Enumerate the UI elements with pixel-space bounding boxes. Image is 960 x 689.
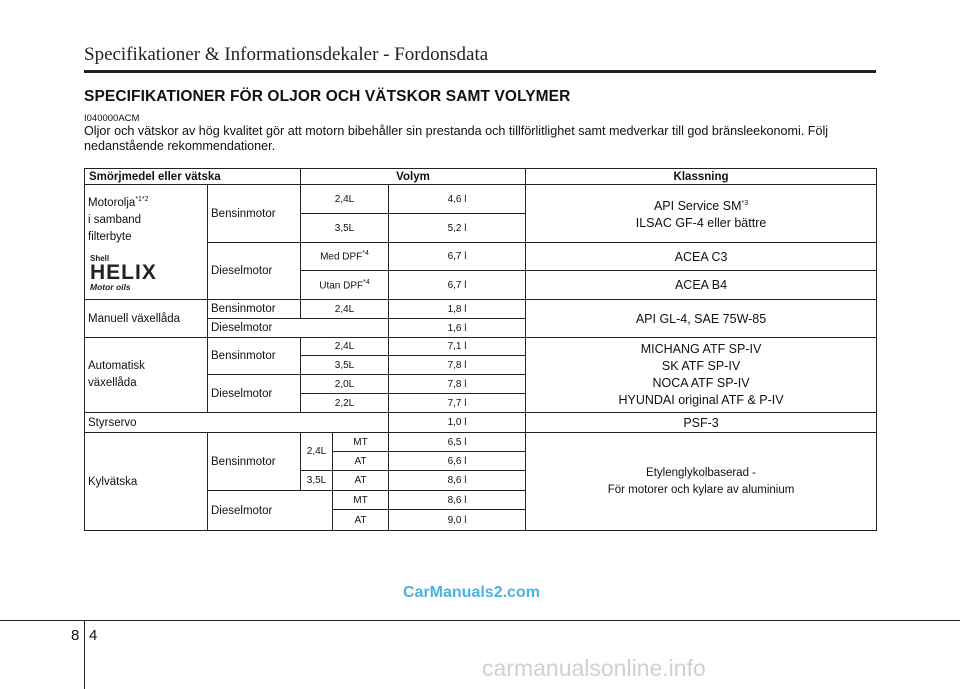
- motor-oil-r2-vol: 5,2 l: [389, 214, 526, 243]
- shell-helix-logo: [88, 252, 178, 292]
- header-class: Klassning: [526, 169, 877, 185]
- motor-oil-r1-vol: 4,6 l: [389, 185, 526, 214]
- coolant-r3-vol: 8,6 l: [389, 471, 526, 491]
- motor-oil-label-2: i samband: [88, 213, 142, 226]
- motor-oil-class-nodpf: ACEA B4: [526, 271, 877, 300]
- automatic-r2-vol: 7,8 l: [389, 356, 526, 375]
- footer-divider: [84, 620, 85, 689]
- motor-oil-r4-spec-cell: [301, 271, 389, 300]
- header-volume: Volym: [301, 169, 526, 185]
- fluid-spec-table: [84, 168, 877, 531]
- automatic-label-2: växellåda: [88, 377, 137, 389]
- automatic-r4-spec: 2,2L: [301, 394, 389, 413]
- manual-r1-spec: 2,4L: [301, 300, 389, 319]
- motor-oil-class-dpf: ACEA C3: [526, 243, 877, 271]
- page-number: 4: [89, 627, 98, 644]
- page-section-number: 8: [71, 627, 80, 644]
- coolant-r2-vol: 6,6 l: [389, 452, 526, 471]
- coolant-r5-vol: 9,0 l: [389, 510, 526, 531]
- logo-brand: Shell: [90, 253, 110, 263]
- watermark-link[interactable]: CarManuals2.com: [403, 584, 540, 601]
- motor-oil-r2-spec: 3,5L: [301, 214, 389, 243]
- manual-label: Manuell växellåda: [85, 300, 208, 338]
- automatic-class-4: HYUNDAI original ATF & P-IV: [618, 393, 784, 407]
- motor-oil-r3-vol: 6,7 l: [389, 243, 526, 271]
- motor-oil-class-petrol-cell: [526, 185, 877, 243]
- motor-oil-r4-sup: *4: [363, 278, 370, 286]
- motor-oil-label-3: filterbyte: [88, 230, 132, 243]
- automatic-r1-vol: 7,1 l: [389, 338, 526, 356]
- motor-oil-sup: *1*2: [135, 196, 149, 203]
- motor-oil-r1-spec: 2,4L: [301, 185, 389, 214]
- table-header-row: [85, 169, 877, 185]
- automatic-r3-spec: 2,0L: [301, 375, 389, 394]
- coolant-r2-tr: AT: [333, 452, 389, 471]
- motor-oil-class-petrol-1: API Service SM: [653, 199, 742, 214]
- manual-r1-vol: 1,8 l: [389, 300, 526, 319]
- motor-oil-label-cell: [85, 185, 208, 300]
- motor-oil-r3-spec: Med DPF: [320, 251, 363, 263]
- coolant-class-1: Etylenglykolbaserad -: [646, 466, 756, 479]
- section-title: SPECIFIKATIONER FÖR OLJOR OCH VÄTSKOR SAMT VOLYMER: [84, 88, 571, 105]
- logo-name: HELIX: [90, 260, 157, 284]
- automatic-class-1: MICHANG ATF SP-IV: [640, 342, 762, 356]
- coolant-class-2: För motorer och kylare av aluminium: [607, 483, 795, 496]
- automatic-r2-spec: 3,5L: [301, 356, 389, 375]
- coolant-petrol: Bensinmotor: [208, 433, 301, 491]
- intro-paragraph: Oljor och vätskor av hög kvalitet gör att motorn bibehåller sin prestanda och tillförlitlighet samt medverkar till god bränsleekonomi. Följ nedanstående rekommendationer.: [84, 124, 829, 153]
- automatic-label-1: Automatisk: [88, 360, 145, 372]
- motor-oil-r3-spec-cell: [301, 243, 389, 271]
- footer-rule: [0, 620, 960, 621]
- coolant-label: Kylvätska: [85, 433, 208, 531]
- motor-oil-r4-vol: 6,7 l: [389, 271, 526, 300]
- motor-oil-label: Motorolja: [88, 196, 136, 209]
- automatic-class-3: NOCA ATF SP-IV: [652, 376, 750, 390]
- manual-r2-vol: 1,6 l: [389, 319, 526, 338]
- coolant-e35: 3,5L: [301, 471, 333, 491]
- coolant-r4-tr: MT: [333, 491, 389, 510]
- coolant-class-cell: [526, 433, 877, 531]
- logo-sub: Motor oils: [90, 281, 131, 292]
- coolant-e24: 2,4L: [301, 433, 333, 471]
- motor-oil-petrol: Bensinmotor: [208, 185, 301, 243]
- table-row: [85, 185, 877, 214]
- manual-petrol: Bensinmotor: [208, 300, 301, 319]
- table-row: [85, 338, 877, 356]
- motor-oil-r3-sup: *4: [362, 250, 369, 258]
- header-rule: [84, 70, 876, 73]
- manual-diesel: Dieselmotor: [208, 319, 389, 338]
- automatic-r3-vol: 7,8 l: [389, 375, 526, 394]
- table-row: [85, 413, 877, 433]
- automatic-petrol: Bensinmotor: [208, 338, 301, 375]
- coolant-r1-vol: 6,5 l: [389, 433, 526, 452]
- automatic-diesel: Dieselmotor: [208, 375, 301, 413]
- motor-oil-class-petrol-sup: *3: [741, 199, 749, 207]
- manual-class: API GL-4, SAE 75W-85: [526, 300, 877, 338]
- motor-oil-diesel: Dieselmotor: [208, 243, 301, 300]
- site-watermark: carmanualsonline.info: [482, 655, 706, 681]
- motor-oil-class-petrol-2: ILSAC GF-4 eller bättre: [635, 216, 767, 231]
- motor-oil-r4-spec: Utan DPF: [319, 280, 364, 292]
- steering-class: PSF-3: [526, 413, 877, 433]
- coolant-r1-tr: MT: [333, 433, 389, 452]
- automatic-class-2: SK ATF SP-IV: [661, 359, 741, 373]
- steering-label: Styrservo: [85, 413, 389, 433]
- automatic-label-cell: [85, 338, 208, 413]
- automatic-r4-vol: 7,7 l: [389, 394, 526, 413]
- coolant-r5-tr: AT: [333, 510, 389, 531]
- coolant-r4-vol: 8,6 l: [389, 491, 526, 510]
- automatic-r1-spec: 2,4L: [301, 338, 389, 356]
- section-code: I040000ACM: [84, 113, 140, 124]
- table-row: [85, 300, 877, 319]
- automatic-class-cell: [526, 338, 877, 413]
- steering-vol: 1,0 l: [389, 413, 526, 433]
- table-row: [85, 433, 877, 452]
- header-lubricant: Smörjmedel eller vätska: [85, 169, 301, 185]
- page-header-title: Specifikationer & Informationsdekaler - Fordonsdata: [84, 44, 489, 65]
- coolant-r3-tr: AT: [333, 471, 389, 491]
- coolant-diesel: Dieselmotor: [208, 491, 333, 531]
